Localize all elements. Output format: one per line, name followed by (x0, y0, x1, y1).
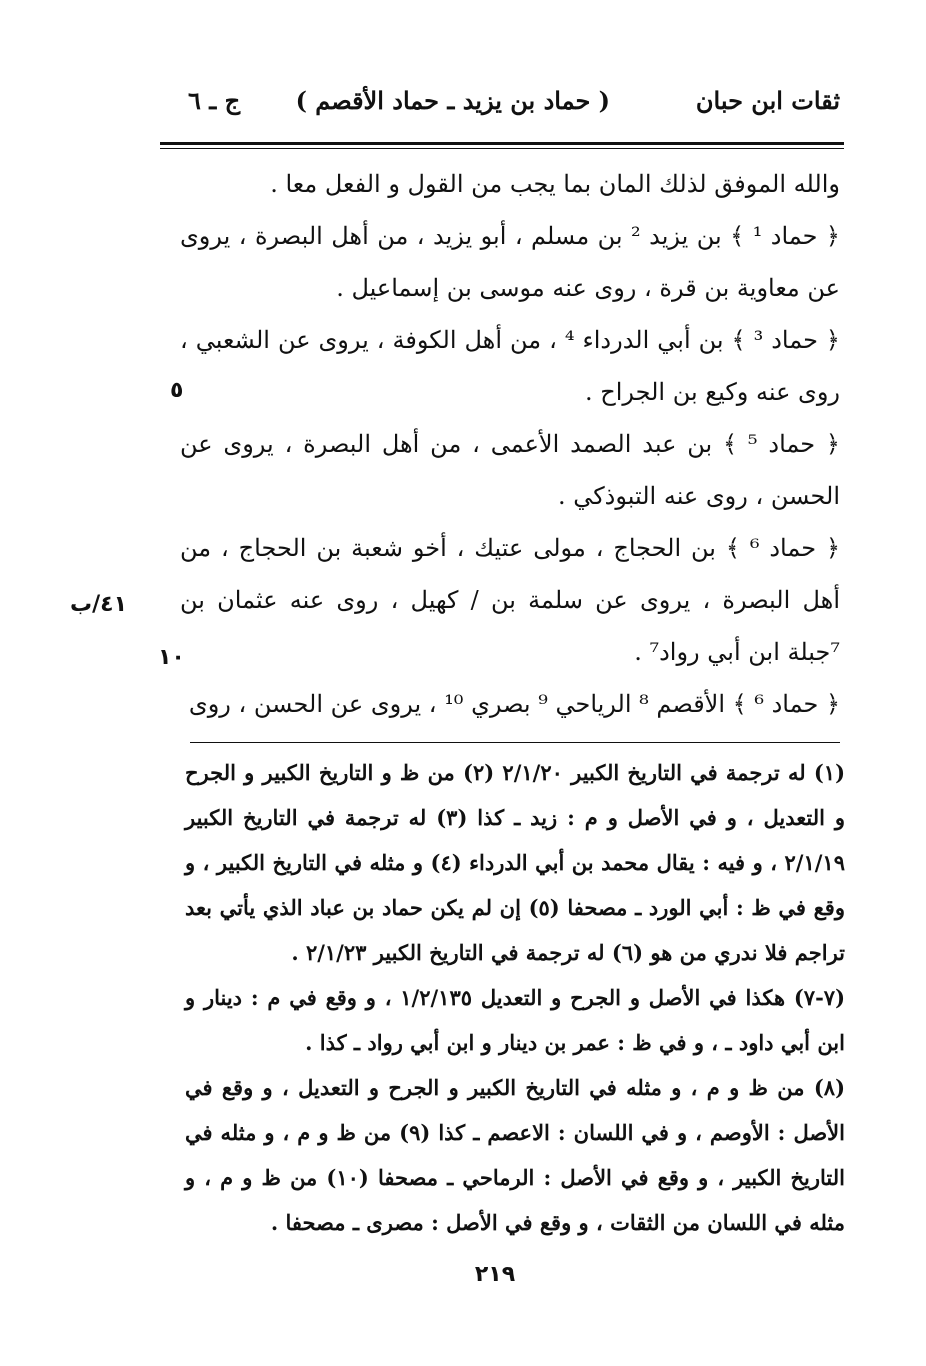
header-rule-thin (160, 148, 844, 149)
body-paragraph: ﴿ حماد ⁶ ﴾ الأقصم ⁸ الرياحي ⁹ بصري ¹⁰ ، يروى عن الحسن ، روى (188, 690, 840, 718)
volume-label: ج ـ ٦ (188, 86, 241, 115)
running-header (160, 86, 840, 126)
body-paragraph: والله الموفق لذلك المان بما يجب من القول و الفعل معا . (270, 170, 840, 198)
body-paragraph: ﴿ حماد ¹ ﴾ بن يزيد ² بن مسلم ، أبو يزيد ، من أهل البصرة ، يروى عن معاوية بن قرة ، روى عنه موسى بن إسماعيل . (180, 222, 840, 302)
body-paragraph: ﴿ حماد ⁵ ﴾ بن عبد الصمد الأعمى ، من أهل البصرة ، يروى عن الحسن ، روى عنه التبوذكي . (180, 430, 840, 510)
footnote-block: (٨) من ظ و م ، و مثله في التاريخ الكبير و الجرح و التعديل ، و وقع في الأصل : الأوصم ، و في اللسان : الاعصم ـ كذا (٩) من ظ و م ، و مثله في التاريخ الكبير ، و وقع في الأصل : الرماحي ـ مصحفا (١٠) من ظ و م ، و مثله في اللسان من الثقات ، و وقع في الأصل : مصرى ـ مصحفا . (185, 1075, 845, 1235)
main-text (180, 158, 840, 730)
section-title: ( حماد بن يزيد ـ حماد الأقصم ) (295, 86, 610, 115)
book-title: ثقات ابن حبان (695, 86, 840, 115)
body-paragraph: ﴿ حماد ⁶ ﴾ بن الحجاج ، مولى عتيك ، أخو شعبة بن الحجاج ، من أهل البصرة ، يروى عن سلمة بن / كهيل ، روى عنه عثمان بن ⁷جبلة ابن أبي رواد⁷ . (180, 534, 841, 666)
header-rule-thick (160, 142, 844, 145)
footnote-block: (٧-٧) هكذا في الأصل و الجرح و التعديل ١/٢/١٣٥ ، و وقع في م : دينار و ابن أبي داود ـ ، و في ظ : عمر بن دينار و ابن أبي رواد ـ كذا . (185, 985, 845, 1055)
body-paragraph: ﴿ حماد ³ ﴾ بن أبي الدرداء ⁴ ، من أهل الكوفة ، يروى عن الشعبي ، روى عنه وكيع بن الجراح . (180, 326, 840, 406)
folio-reference: ٤١/ب (70, 592, 128, 617)
footnotes (185, 750, 845, 1245)
line-number-5: ٥ (170, 378, 184, 403)
page-number: ٢١٩ (474, 1262, 516, 1287)
line-number-10: ١٠ (158, 645, 185, 670)
footnote-divider (190, 742, 840, 743)
footnote-block: (١) له ترجمة في التاريخ الكبير ٢/١/٢٠ (٢) من ظ و التاريخ الكبير و الجرح و التعديل ، و في الأصل و م : زيد ـ كذا (٣) له ترجمة في التاريخ الكبير ٢/١/١٩ ، و فيه : يقال محمد بن أبي الدرداء (٤) و مثله في التاريخ الكبير ، و وقع في ظ : أبي الورد ـ مصحفا (٥) إن لم يكن حماد بن عباد الذي يأتي بعد تراجم فلا ندري من هو (٦) له ترجمة في التاريخ الكبير ٢/١/٢٣ . (185, 760, 845, 965)
